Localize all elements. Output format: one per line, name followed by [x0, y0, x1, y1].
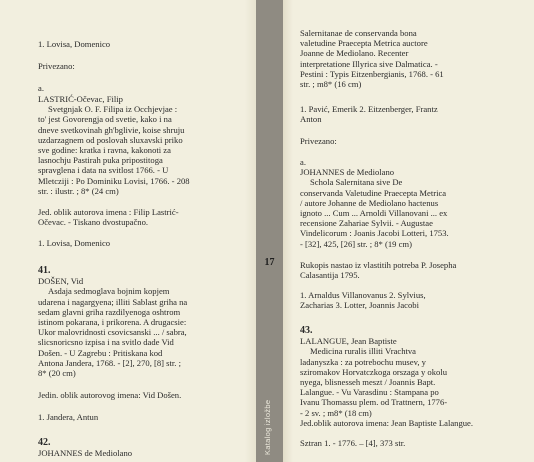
entry-text-line: Ukor malovridnosti csovicsanski ... / sabra, — [38, 327, 187, 338]
entry-text-line: 1. Arnaldus Villanovanus 2. Sylvius, — [300, 290, 426, 300]
left-entry-note: 1. Jandera, Antun — [38, 412, 99, 422]
entry-text-line: to' jest Govorengja od svetie, kako i na — [38, 114, 172, 125]
entry-42 — [38, 438, 243, 458]
catalog-side-label: Katalog izložbe — [263, 399, 272, 455]
entry-text-line: sedam glavni griha razdilyenoga oshtrom — [38, 306, 181, 317]
entry-number: 43. — [300, 325, 313, 336]
entry-42-continued — [300, 28, 505, 89]
entry-text-line: Lalangue. - Vu Varasdinu : Stampana po — [300, 387, 439, 398]
right-privezano-label: Privezano: — [300, 136, 337, 146]
entry-text-line: Asdaja sedmoglava bojnim kopjem — [48, 286, 170, 297]
entry-lastric-note — [38, 207, 243, 227]
page-gutter-shadow-left — [245, 0, 256, 462]
entry-text-line: Jed. oblik autorova imena : Filip Lastrić- — [38, 207, 179, 217]
entry-number: 41. — [38, 265, 51, 276]
page-number: 17 — [264, 257, 275, 268]
entry-text-line: Jed.oblik autorova imena: Jean Baptiste Lalangue. — [300, 417, 474, 428]
entry-text-line: Salernitanae de conservanda bona — [300, 28, 417, 38]
entry-text-line: nyega, blisnesseh meszt / Joannis Bapt. — [300, 377, 436, 388]
entry-text-line: conservanda Valetudine Praecepta Metrica — [300, 187, 447, 198]
entry-johannes-persons — [300, 290, 505, 310]
entry-text-line: recensione Zahariae Sylvii. - Augustae — [300, 218, 433, 229]
right-sub-a-label: a. — [300, 157, 306, 167]
entry-heading: LALANGUE, Jean Baptiste — [300, 336, 397, 347]
entry-text-line: Medicina ruralis illiti Vrachtva — [310, 346, 416, 357]
entry-text-line: Calasantija 1795. — [300, 270, 360, 281]
entry-text-line: sziromakov Horvatczkoga orszaga y okolu — [300, 366, 448, 377]
entry-text-line: Antona Jandera, 1768. - [2], 270, [8] str. ; — [38, 357, 181, 368]
entry-text-line: slicsnoricsno izpisa i na svitlo dade Vid — [38, 337, 174, 348]
entry-text-line: Anton — [300, 114, 322, 125]
entry-text-line: Joanne de Mediolano. Recenter — [300, 48, 409, 59]
entry-heading: DOŠEN, Vid — [38, 276, 84, 287]
left-entry-note: Jedin. oblik autorovog imena: Vid Došen. — [38, 390, 182, 400]
entry-text-line: istinom pokarana, i prikorena. A drugacsie: — [38, 317, 187, 328]
entry-johannes-bound — [300, 157, 505, 249]
entry-text-line: valetudine Praecepta Metrica auctore — [300, 38, 428, 49]
entry-text-line: / autore Johanne de Mediolano hactenus — [300, 197, 439, 208]
entry-text-line: - [32], 425, [26] str. ; 8* (19 cm) — [300, 238, 412, 249]
left-privezano-label: Privezano: — [38, 61, 75, 71]
entry-text-line: 8* (20 cm) — [38, 368, 76, 379]
entry-text-line: Schola Salernitana sive De — [310, 177, 403, 188]
left-entry-note: 1. Lovisa, Domenico — [38, 39, 111, 49]
left-entry-note: 1. Lovisa, Domenico — [38, 238, 111, 248]
entry-text-line: ignoto ... Cum ... Arnoldi Villanovani ... ex — [300, 208, 448, 219]
entry-heading: LASTRIĆ-Očevac, Filip — [38, 94, 123, 104]
entry-text-line: Zacharias 3. Lotter, Joannis Jacobi — [300, 300, 419, 311]
entry-number: 42. — [38, 437, 51, 448]
entry-text-line: Ivanu Thomassu plem. od Trattnern, 1776- — [300, 397, 448, 408]
entry-johannes-note — [300, 260, 505, 280]
entry-text-line: Očevac. - Tiskano dvostupačno. — [38, 217, 149, 228]
entry-text-line: str. : ilustr. ; 8* (24 cm) — [38, 185, 119, 196]
entry-text-line: Došen. - U Zagrebu : Pritiskana kod — [38, 347, 163, 358]
entry-text-line: ladanyszka : za potrebochu musev, y — [300, 356, 426, 367]
entry-text-line: Svetgnjak O. F. Filipa iz Occhjevjae : — [48, 104, 178, 115]
entry-text-line: str. ; m8* (16 cm) — [300, 79, 362, 90]
entry-42-persons — [300, 104, 505, 124]
entry-text-line: dneve svetkovinah gh'bglivie, koise shruju — [38, 124, 185, 135]
entry-text-line: Pestini : Typis Eitzenbergianis, 1768. - 61 — [300, 68, 444, 79]
left-sub-a-label: a. — [38, 83, 44, 93]
entry-heading: JOHANNES de Mediolano — [300, 167, 395, 178]
entry-text-line: Mletcziji : Po Dominiku Lovisi, 1766. - 208 — [38, 175, 190, 186]
entry-text-line: Vindelicorum : Joanis Jacobi Lotteri, 1753. — [300, 228, 449, 239]
entry-text-line: interpretatione Illyrica sive Dalmatica. - — [300, 58, 438, 69]
entry-text-line: sve godine: kratka i ravna, kakonoti za — [38, 145, 171, 156]
page-gutter-shadow-right — [283, 0, 293, 462]
entry-text-line: lasnochju Pastirah puka pripostitoga — [38, 155, 163, 166]
entry-text-line: 1. Pavić, Emerik 2. Eitzenberger, Frantz — [300, 104, 438, 114]
entry-text-line: Rukopis nastao iz vlastitih potreba P. Josepha — [300, 260, 457, 270]
entry-text-line: uzdarzagnem od poslovah sluxavski priko — [38, 134, 183, 145]
entry-43-volume: Sztran 1. - 1776. – [4], 373 str. — [300, 438, 406, 448]
entry-text-line: udarena i nagargyena; illiti Sablast griha na — [38, 296, 188, 307]
center-binding-strip — [256, 0, 283, 462]
entry-text-line: - 2 sv. ; m8* (18 cm) — [300, 407, 372, 418]
entry-heading: JOHANNES de Mediolano — [38, 448, 133, 459]
entry-43 — [300, 326, 505, 428]
entry-41 — [38, 266, 243, 378]
entry-text-line: spravglena i data na svitlost 1766. - U — [38, 165, 169, 176]
entry-lastric — [38, 94, 243, 196]
